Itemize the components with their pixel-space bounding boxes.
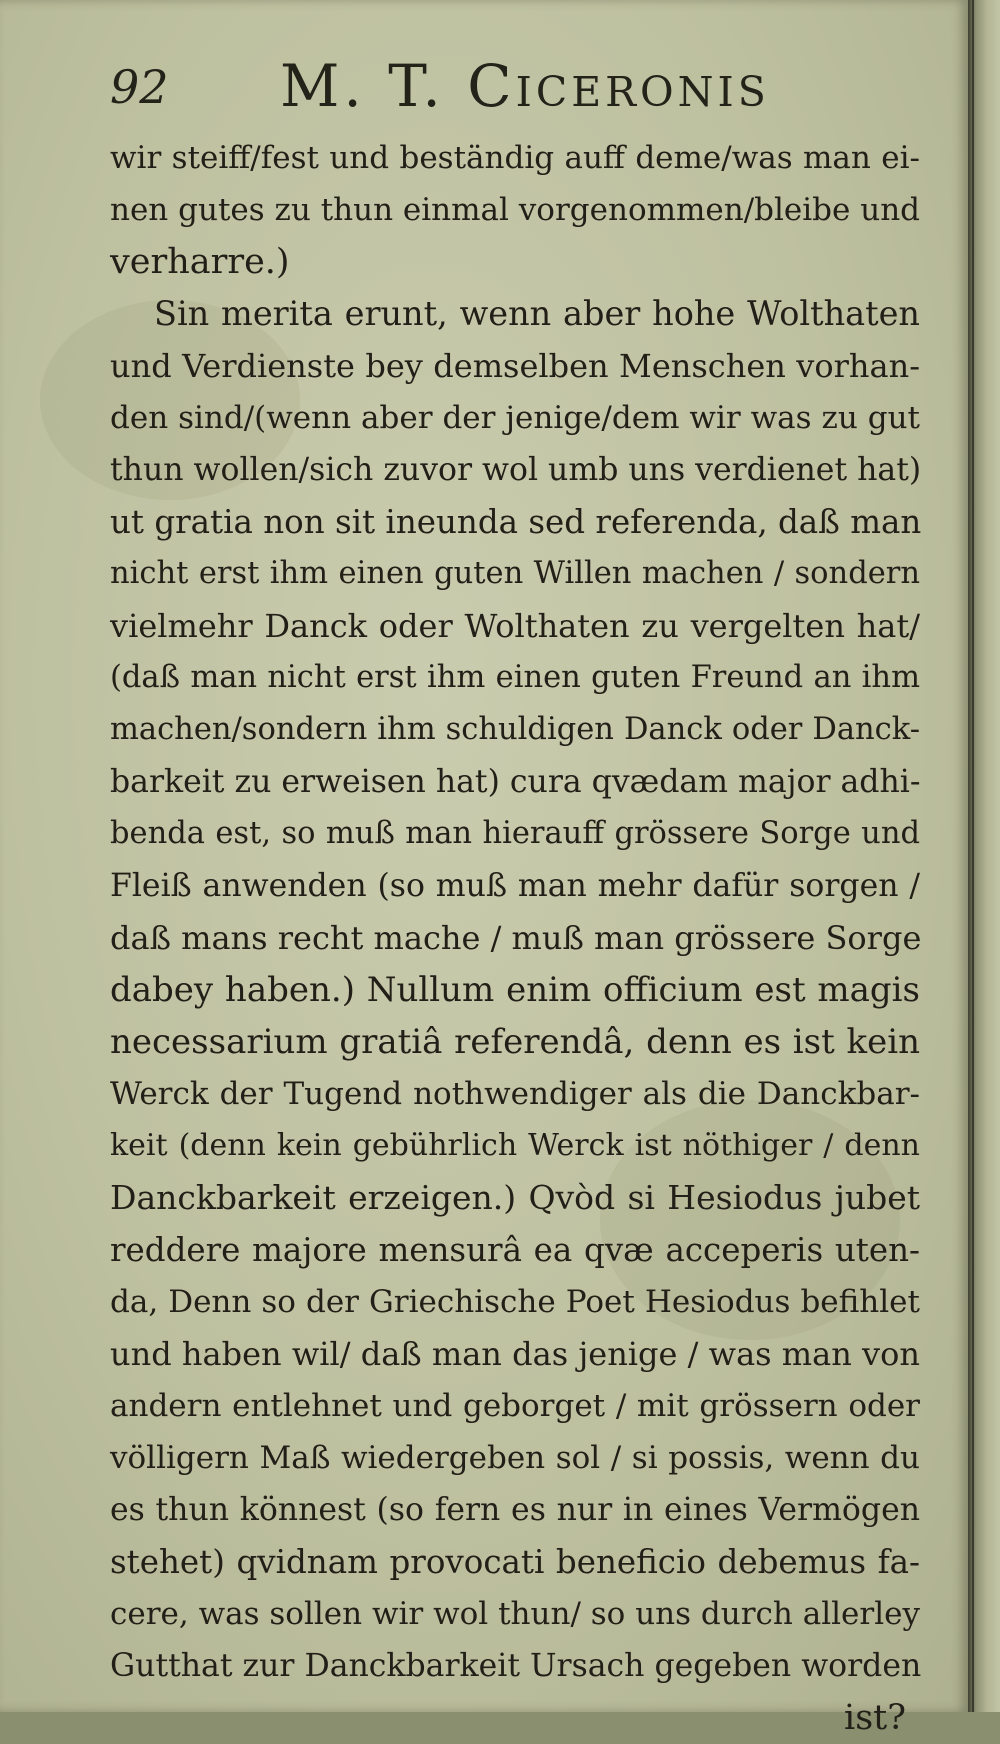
- text-line: necessarium gratiâ referendâ, denn es ist kein: [110, 1022, 920, 1062]
- text-line: und haben wil/ daß man das jenige / was man von: [110, 1335, 920, 1373]
- running-title: M. T. Ciceronis: [280, 52, 770, 120]
- text-line: Fleiß anwenden (so muß man mehr dafür sorgen /: [110, 868, 920, 904]
- text-line: nicht erst ihm einen guten Willen machen / sondern: [110, 556, 920, 591]
- page-number: 92: [110, 60, 169, 114]
- text-line: ut gratia non sit ineunda sed referenda, daß man: [110, 503, 922, 541]
- text-line: dabey haben.) Nullum enim officium est magis: [110, 970, 920, 1010]
- text-line: andern entlehnet und geborget / mit grössern oder: [110, 1388, 920, 1424]
- text-line: den sind/(wenn aber der jenige/dem wir was zu gut: [110, 400, 920, 436]
- text-line: machen/sondern ihm schuldigen Danck oder Danck-: [110, 712, 920, 747]
- text-line: keit (denn kein gebührlich Werck ist nöthiger / denn: [110, 1128, 920, 1163]
- text-line: Werck der Tugend nothwendiger als die Danckbar-: [110, 1076, 920, 1112]
- page-edge-line: [972, 0, 974, 1712]
- text-line: Gutthat zur Danckbarkeit Ursach gegeben worden: [110, 1648, 922, 1684]
- text-line: reddere majore mensurâ ea qvæ acceperis uten-: [110, 1231, 920, 1269]
- text-line: stehet) qvidnam provocati beneficio debemus fa-: [110, 1543, 920, 1581]
- text-line: nen gutes zu thun einmal vorgenommen/bleibe und: [110, 192, 920, 228]
- text-line: benda est, so muß man hierauff grössere Sorge und: [110, 816, 920, 851]
- text-line: verharre.): [110, 242, 290, 282]
- text-line: Danckbarkeit erzeigen.) Qvòd si Hesiodus jubet: [110, 1178, 920, 1217]
- text-line: vielmehr Danck oder Wolthaten zu vergelten hat/: [110, 607, 920, 645]
- text-line: ist?: [844, 1698, 906, 1738]
- text-line: barkeit zu erweisen hat) cura qvædam major adhi-: [110, 764, 921, 800]
- text-line: völligern Maß wiedergeben sol / si possis, wenn du: [110, 1440, 920, 1476]
- text-line: daß mans recht mache / muß man grössere Sorge: [110, 919, 922, 957]
- text-line: es thun könnest (so fern es nur in eines Vermögen: [110, 1492, 920, 1528]
- text-line: Sin merita erunt, wenn aber hohe Wolthaten: [154, 294, 920, 333]
- text-line: thun wollen/sich zuvor wol umb uns verdienet hat): [110, 452, 922, 488]
- text-line: und Verdienste bey demselben Menschen vorhan-: [110, 347, 920, 385]
- page-header: [110, 52, 870, 122]
- text-line: (daß man nicht erst ihm einen guten Freund an ihm: [110, 660, 920, 695]
- text-line: cere, was sollen wir wol thun/ so uns durch allerley: [110, 1596, 920, 1632]
- text-line: da, Denn so der Griechische Poet Hesiodus befihlet: [110, 1284, 920, 1320]
- text-line: wir steiff/fest und beständig auff deme/was man ei-: [110, 140, 920, 176]
